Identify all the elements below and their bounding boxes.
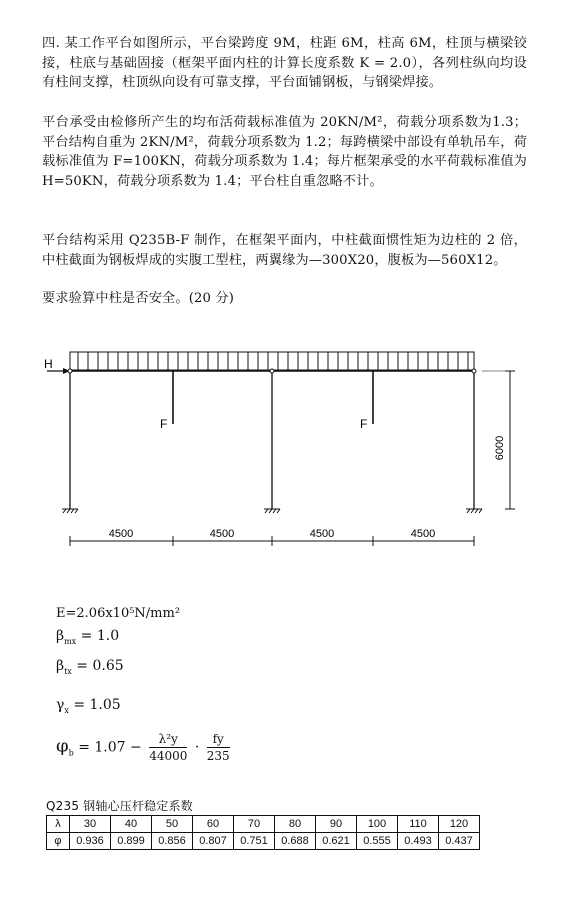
hinge-middle bbox=[270, 369, 274, 373]
phi-b-subscript: b bbox=[68, 748, 74, 758]
problem-paragraph-1: 四. 某工作平台如图所示，平台梁跨度 9M，柱距 6M，柱高 6M，柱顶与横梁铰接，柱底与基础固接（框架平面内柱的计算长度系数 K = 2.0），各列柱纵向均设有柱间支撑，柱顶纵向设有可靠支撑，平台面铺钢板，与钢梁焊接。 bbox=[42, 36, 527, 91]
lambda-cell: 120 bbox=[439, 816, 480, 833]
distributed-load bbox=[70, 352, 474, 370]
hinge-left bbox=[68, 369, 72, 373]
table-title: Q235 钢轴心压杆稳定系数 bbox=[46, 799, 193, 813]
f-label-2: F bbox=[360, 417, 368, 431]
phi-cell: 0.856 bbox=[152, 833, 193, 850]
phi-cell: 0.493 bbox=[398, 833, 439, 850]
formula-gamma-x bbox=[56, 697, 121, 715]
span-label-4: 4500 bbox=[410, 528, 436, 540]
gamma-x-value: = 1.05 bbox=[73, 697, 121, 713]
phi-cell: 0.751 bbox=[234, 833, 275, 850]
phi-b-symbol: φ bbox=[56, 735, 69, 757]
phi-cell: 0.899 bbox=[111, 833, 152, 850]
f-label-1: F bbox=[160, 417, 168, 431]
formula-phi-b bbox=[56, 732, 233, 763]
lambda-cell: 60 bbox=[193, 816, 234, 833]
lambda-cell: 80 bbox=[275, 816, 316, 833]
table-row-lambda bbox=[47, 816, 480, 833]
problem-paragraph-2: 平台承受由检修所产生的均布活荷载标准值为 20KN/M²，荷载分项系数为1.3；平台结构自重为 2KN/M²，荷载分项系数为 1.2；每跨横梁中部设有单轨吊车，荷载标准值为 F=100KN，荷载分项系数为 1.4；每片框架承受的水平荷载标准值为 H=50KN，荷载分项系数为 1.4；平台柱自重忽略不计。 bbox=[42, 115, 527, 189]
problem-paragraph-4: 要求验算中柱是否安全。(20 分) bbox=[42, 291, 235, 306]
lambda-cell: 90 bbox=[316, 816, 357, 833]
gamma-x-subscript: x bbox=[64, 705, 69, 715]
fraction-lambda-denominator: 44000 bbox=[149, 749, 188, 763]
beta-mx-symbol: β bbox=[56, 628, 65, 644]
lambda-cell: 40 bbox=[111, 816, 152, 833]
height-label: 6000 bbox=[494, 435, 506, 461]
phi-cell: 0.555 bbox=[357, 833, 398, 850]
formula-e bbox=[56, 606, 180, 621]
formula-e-value: =2.06x10⁵N/mm² bbox=[65, 606, 181, 621]
beta-tx-value: = 0.65 bbox=[76, 658, 124, 674]
lambda-cell: 110 bbox=[398, 816, 439, 833]
span-label-2: 4500 bbox=[209, 528, 235, 540]
phi-cell: 0.621 bbox=[316, 833, 357, 850]
phi-cell: 0.437 bbox=[439, 833, 480, 850]
phi-cell: 0.688 bbox=[275, 833, 316, 850]
gamma-x-symbol: γ bbox=[56, 697, 65, 713]
beta-tx-symbol: β bbox=[56, 658, 65, 674]
fraction-fy-denominator: 235 bbox=[206, 749, 230, 763]
lambda-header: λ bbox=[47, 816, 70, 833]
multiply-dot: · bbox=[194, 739, 200, 756]
phi-header: φ bbox=[47, 833, 70, 850]
fraction-lambda-numerator: λ²y bbox=[149, 732, 187, 748]
fixed-support-middle bbox=[264, 509, 280, 513]
phi-cell: 0.807 bbox=[193, 833, 234, 850]
span-label-3: 4500 bbox=[309, 528, 335, 540]
hinge-right bbox=[472, 369, 476, 373]
beta-tx-subscript: tx bbox=[64, 666, 72, 676]
beta-mx-value: = 1.0 bbox=[80, 628, 120, 644]
load-arrows bbox=[78, 352, 468, 370]
fixed-support-left bbox=[62, 509, 78, 513]
fraction-lambda bbox=[149, 732, 187, 763]
phi-cell: 0.936 bbox=[70, 833, 111, 850]
beta-mx-subscript: mx bbox=[64, 636, 77, 646]
h-label: H bbox=[44, 357, 53, 371]
span-label-1: 4500 bbox=[108, 528, 134, 540]
lambda-cell: 70 bbox=[234, 816, 275, 833]
fraction-fy-numerator: fy bbox=[207, 732, 230, 748]
lambda-cell: 50 bbox=[152, 816, 193, 833]
formula-beta-mx bbox=[56, 628, 119, 646]
lambda-cell: 100 bbox=[357, 816, 398, 833]
formula-e-symbol: E bbox=[56, 606, 66, 621]
problem-paragraph-3: 平台结构采用 Q235B-F 制作，在框架平面内，中柱截面惯性矩为边柱的 2 倍，中柱截面为钢板焊成的实腹工型柱，两翼缘为—300X20，腹板为—560X12。 bbox=[42, 233, 527, 268]
phi-b-equals: = 1.07 − bbox=[78, 739, 142, 756]
lambda-cell: 30 bbox=[70, 816, 111, 833]
fraction-fy bbox=[207, 732, 230, 763]
stability-table bbox=[46, 815, 480, 850]
table-row-phi bbox=[47, 833, 480, 850]
fixed-support-right bbox=[466, 509, 482, 513]
formula-beta-tx bbox=[56, 658, 124, 676]
